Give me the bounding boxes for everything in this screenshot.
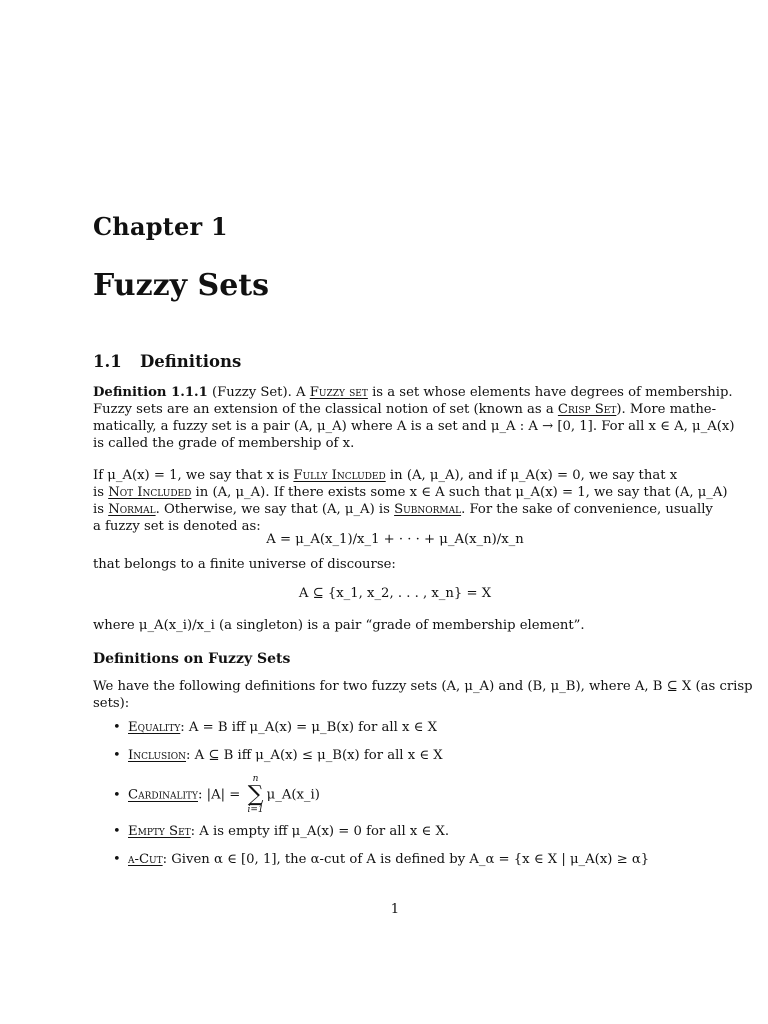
universe-line: that belongs to a finite universe of discourse: (93, 557, 396, 572)
inclusion-line-4: a fuzzy set is denoted as: (93, 519, 261, 534)
list-item-text: : |A| = (198, 787, 241, 803)
summation (248, 774, 264, 816)
sum-lower-limit: i=1 (247, 805, 264, 815)
subsection-heading: Definitions on Fuzzy Sets (93, 651, 291, 667)
inclusion-text: . Otherwise, we say that (A, μ_A) is (155, 502, 395, 517)
inclusion-text: in (A, μ_A). If there exists some x ∈ A such that μ_A(x) = 1, we say that (A, μ_A) (191, 485, 728, 500)
bullet-icon: • (113, 787, 121, 803)
definition-paragraph (93, 384, 735, 452)
equation-fuzzy-set: A = μ_A(x_1)/x_1 + · · · + μ_A(x_n)/x_n (266, 532, 524, 547)
list-item-text: : A is empty iff μ_A(x) = 0 for all x ∈ X. (190, 824, 450, 839)
list-item-text: : Given α ∈ [0, 1], the α-cut of A is defined by A_α = {x ∈ X | μ_A(x) ≥ α} (162, 852, 650, 867)
bullet-icon: • (113, 720, 121, 735)
list-item-alpha-cut (113, 852, 649, 867)
list-item-equality (113, 720, 437, 735)
inclusion-text: If μ_A(x) = 1, we say that x is (93, 468, 294, 483)
term-crisp-set: Crisp Set (557, 402, 617, 417)
inclusion-text: is (93, 502, 109, 517)
inclusion-paragraph (93, 467, 728, 535)
chapter-label: Chapter 1 (93, 212, 228, 241)
inclusion-text: in (A, μ_A), and if μ_A(x) = 0, we say that x (385, 468, 678, 483)
definition-name: (Fuzzy Set). (212, 385, 292, 400)
term-cardinality: Cardinality (128, 787, 198, 803)
definition-label: Definition 1.1.1 (93, 385, 208, 400)
singleton-line: where μ_A(x_i)/x_i (a singleton) is a pair “grade of membership element”. (93, 618, 585, 633)
list-item-text: μ_A(x_i) (266, 787, 320, 803)
section-title: Definitions (140, 352, 242, 371)
definition-line-4: is called the grade of membership of x. (93, 436, 355, 451)
term-empty-set: Empty Set (128, 824, 191, 839)
defs-intro-line: sets): (93, 696, 130, 711)
definition-line-3: matically, a fuzzy set is a pair (A, μ_A) where A is a set and μ_A : A → [0, 1]. For all x ∈ A, μ_A(x) (93, 419, 735, 434)
list-item-empty-set (113, 824, 449, 839)
term-fuzzy-set: Fuzzy set (309, 385, 368, 400)
definition-line-1 (93, 384, 733, 401)
bullet-icon: • (113, 748, 121, 763)
universe-text (93, 556, 697, 573)
definition-line-2 (93, 401, 717, 418)
term-inclusion: Inclusion (128, 748, 187, 763)
sigma-icon: ∑ (247, 782, 264, 807)
page-number: 1 (390, 902, 400, 917)
list-item-cardinality (113, 774, 320, 816)
singleton-text (93, 617, 697, 634)
definition-text: A (296, 385, 310, 400)
definition-text: ). More mathe- (616, 402, 717, 417)
section-heading (93, 352, 241, 371)
list-item-inclusion (113, 748, 443, 763)
defs-intro-line: We have the following definitions for two fuzzy sets (A, μ_A) and (B, μ_B), where A, B ⊆ X (as crisp (93, 679, 753, 694)
defs-intro-paragraph (93, 678, 753, 712)
bullet-icon: • (113, 852, 121, 867)
term-not-included: Not Included (108, 485, 192, 500)
inclusion-line-2 (93, 484, 728, 501)
term-subnormal: Subnormal (394, 502, 462, 517)
definition-text: Fuzzy sets are an extension of the classical notion of set (known as a (93, 402, 558, 417)
equation-universe: A ⊆ {x_1, x_2, . . . , x_n} = X (298, 586, 492, 601)
term-alpha-cut: α-Cut (128, 852, 163, 867)
bullet-icon: • (113, 824, 121, 839)
term-equality: Equality (128, 720, 181, 735)
definition-text: is a set whose elements have degrees of membership. (367, 385, 733, 400)
inclusion-line-3 (93, 501, 713, 518)
list-item-text: : A ⊆ B iff μ_A(x) ≤ μ_B(x) for all x ∈ X (186, 748, 443, 763)
inclusion-text: . For the sake of convenience, usually (461, 502, 713, 517)
list-item-text: : A = B iff μ_A(x) = μ_B(x) for all x ∈ X (180, 720, 437, 735)
term-fully-included: Fully Included (293, 468, 386, 483)
inclusion-text: is (93, 485, 109, 500)
inclusion-line-1 (93, 467, 697, 484)
term-normal: Normal (108, 502, 156, 517)
section-number: 1.1 (93, 352, 122, 371)
chapter-title: Fuzzy Sets (93, 268, 270, 303)
sum-upper-limit: n (252, 774, 259, 784)
